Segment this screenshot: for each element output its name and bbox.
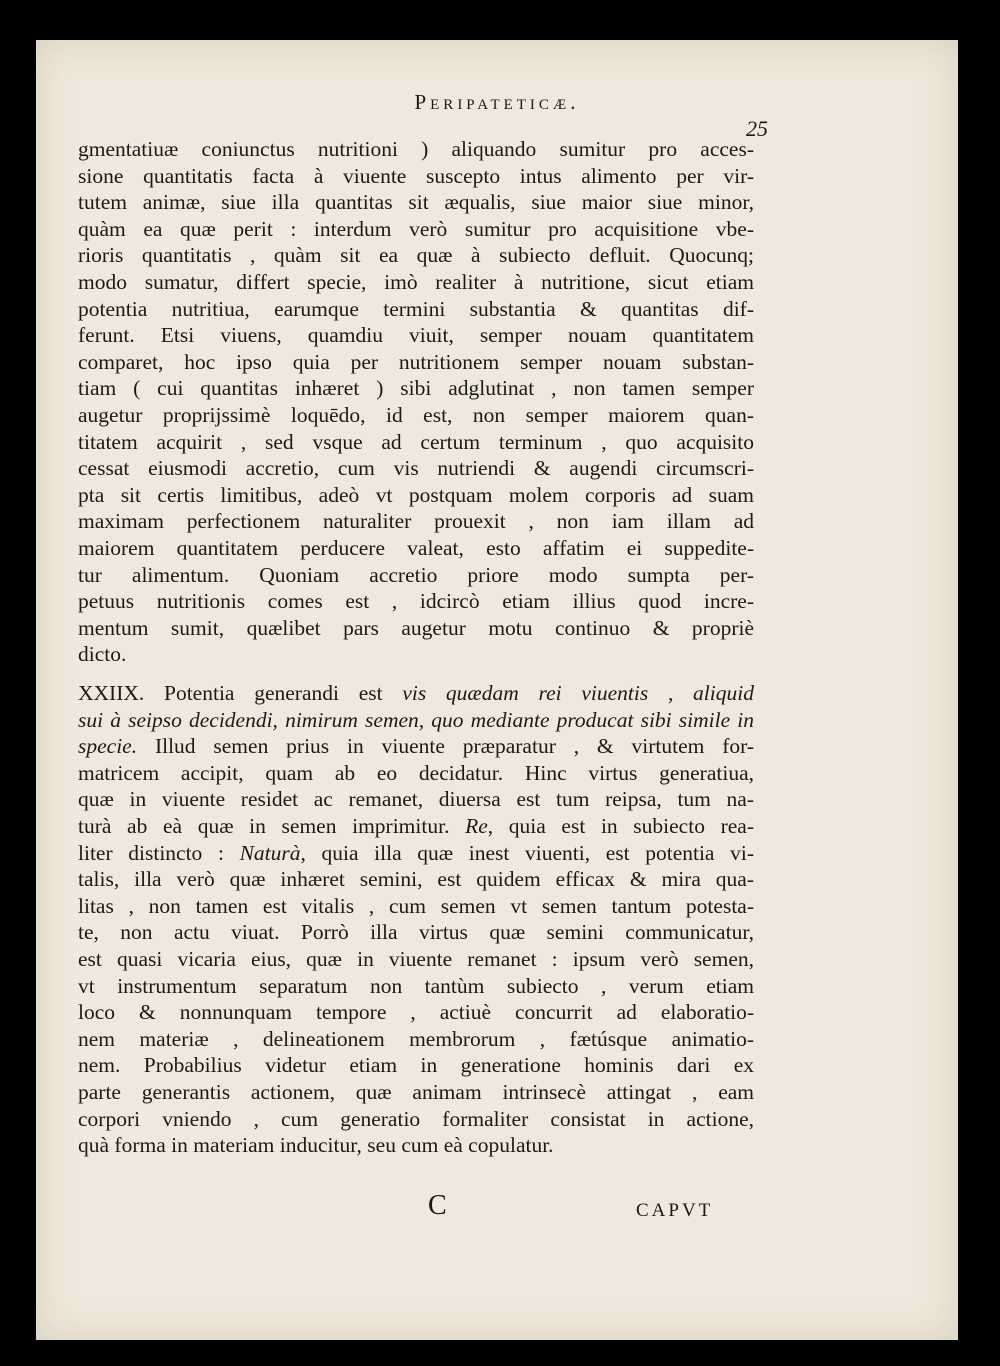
text-line <box>78 1106 754 1132</box>
catchword: CAPVT <box>636 1200 714 1221</box>
text-span: potentia nutritiua, earumque termini substantia & quantitas dif- <box>78 296 754 321</box>
text-line <box>78 919 754 945</box>
text-span: quæ in viuente residet ac remanet, diuersa est tum reipsa, tum na- <box>78 787 754 812</box>
text-line <box>78 973 754 999</box>
text-span: , quia est in subiecto rea- <box>487 814 754 838</box>
text-line <box>78 615 754 641</box>
text-line <box>78 813 754 839</box>
text-line <box>78 786 754 812</box>
text-span: ferunt. Etsi viuens, quamdiu viuit, semper nouam quantitatem <box>78 323 754 348</box>
text-line <box>78 269 754 295</box>
text-span: quàm ea quæ perit : interdum verò sumitur pro acquisitione vbe- <box>78 216 754 241</box>
text-span: te, non actu viuat. Porrò illa virtus quæ semini communicatur, <box>78 920 754 945</box>
text-line <box>78 508 754 534</box>
text-line <box>78 641 754 667</box>
text-span: quà forma in materiam inducitur, seu cum eà copulatur. <box>78 1133 554 1158</box>
text-span: litas , non tamen est vitalis , cum semen vt semen tantum potesta- <box>78 893 754 918</box>
text-span: XXIIX. Potentia generandi est <box>78 681 403 705</box>
text-line <box>78 1026 754 1052</box>
text-line <box>78 242 754 268</box>
text-span: est quasi vicaria eius, quæ in viuente remanet : ipsum verò semen, <box>78 947 754 971</box>
text-span: titatem acquirit , sed vsque ad certum terminum , quo acquisito <box>78 429 754 454</box>
text-line <box>78 866 754 892</box>
text-span: loco & nonnunquam tempore , actiuè concurrit ad elaboratio- <box>78 1000 754 1025</box>
text-span: specie. <box>78 734 138 759</box>
text-span: petuus nutritionis comes est , idcircò etiam illius quod incre- <box>78 589 754 614</box>
text-line <box>78 375 754 401</box>
text-span: dicto. <box>78 642 127 667</box>
text-span: matricem accipit, quam ab eo decidatur. Hinc virtus generatiua, <box>78 760 754 785</box>
text-span: liter distincto : <box>78 840 240 865</box>
text-span: talis, illa verò quæ inhæret semini, est quidem efficax & mira qua- <box>78 867 754 892</box>
text-span: parte generantis actionem, quæ animam intrinsecè attingat , eam <box>78 1080 754 1104</box>
text-span: gmentatiuæ coniunctus nutritioni ) aliquando sumitur pro acces- <box>78 137 754 161</box>
text-line <box>78 1052 754 1078</box>
text-line <box>78 349 754 375</box>
text-line <box>78 760 754 786</box>
text-span: modo sumatur, differt specie, imò realiter à nutritione, sicut etiam <box>78 270 754 294</box>
text-span: Illud semen prius in viuente præparatur , & virtutem for- <box>137 734 754 759</box>
text-line <box>78 402 754 428</box>
running-head: Peripateticæ. <box>414 90 580 114</box>
text-line <box>78 999 754 1025</box>
text-span: turà ab eà quæ in semen imprimitur. <box>78 814 466 838</box>
page-number: 25 <box>746 116 768 141</box>
text-span: tiam ( cui quantitas inhæret ) sibi adglutinat , non tamen semper <box>78 376 754 401</box>
text-span: corpori vniendo , cum generatio formaliter consistat in actione, <box>78 1106 754 1131</box>
text-span: nem. Probabilius videtur etiam in generatione hominis dari ex <box>78 1053 754 1078</box>
text-span: vis quædam rei viuentis , aliquid <box>402 681 754 705</box>
text-span: maiorem quantitatem perducere valeat, esto affatim ei suppedite- <box>78 536 754 560</box>
text-line <box>78 296 754 322</box>
text-span: Naturà <box>239 840 301 865</box>
text-line <box>78 136 754 162</box>
text-span: cessat eiusmodi accretio, cum vis nutriendi & augendi circumscri- <box>78 456 754 481</box>
text-line <box>78 562 754 588</box>
text-line <box>78 535 754 561</box>
text-span: mentum sumit, quælibet pars augetur motu continuo & propriè <box>78 615 754 640</box>
text-span: nem materiæ , delineationem membrorum , fætúsque animatio- <box>78 1026 754 1051</box>
text-span: rioris quantitatis , quàm sit ea quæ à subiecto defluit. Quocunq; <box>78 243 754 268</box>
text-line <box>78 1079 754 1105</box>
text-line <box>78 189 754 215</box>
text-line <box>78 216 754 242</box>
text-line <box>78 163 754 189</box>
text-line <box>78 733 754 759</box>
text-span: Re <box>465 814 488 838</box>
text-line <box>78 588 754 614</box>
text-line <box>78 482 754 508</box>
text-line <box>78 707 754 733</box>
text-span: tur alimentum. Quoniam accretio priore modo sumpta per- <box>78 562 754 587</box>
text-span: augetur proprijssimè loquēdo, id est, non semper maiorem quan- <box>78 403 754 427</box>
text-span: maximam perfectionem naturaliter prouexit , non iam illam ad <box>78 509 754 534</box>
text-line <box>78 893 754 919</box>
text-span: sione quantitatis facta à viuente suscepto intus alimento per vir- <box>78 163 754 188</box>
signature-mark: C <box>428 1190 447 1221</box>
text-span: comparet, hoc ipso quia per nutritionem semper nouam substan- <box>78 349 754 374</box>
text-line <box>78 322 754 348</box>
text-line <box>78 455 754 481</box>
text-line <box>78 429 754 455</box>
text-line <box>78 840 754 866</box>
text-line <box>78 946 754 972</box>
text-span: tutem animæ, siue illa quantitas sit æqualis, siue maior siue minor, <box>78 190 754 215</box>
text-span: , quia illa quæ inest viuenti, est potentia vi- <box>300 840 754 865</box>
text-line <box>78 1132 754 1158</box>
book-page <box>36 40 958 1340</box>
text-span: sui à seipso decidendi, nimirum semen, quo mediante producat sibi simile in <box>78 707 754 732</box>
text-line <box>78 680 754 706</box>
text-span: vt instrumentum separatum non tantùm subiecto , verum etiam <box>78 973 754 998</box>
text-span: pta sit certis limitibus, adeò vt postquam molem corporis ad suam <box>78 482 754 507</box>
